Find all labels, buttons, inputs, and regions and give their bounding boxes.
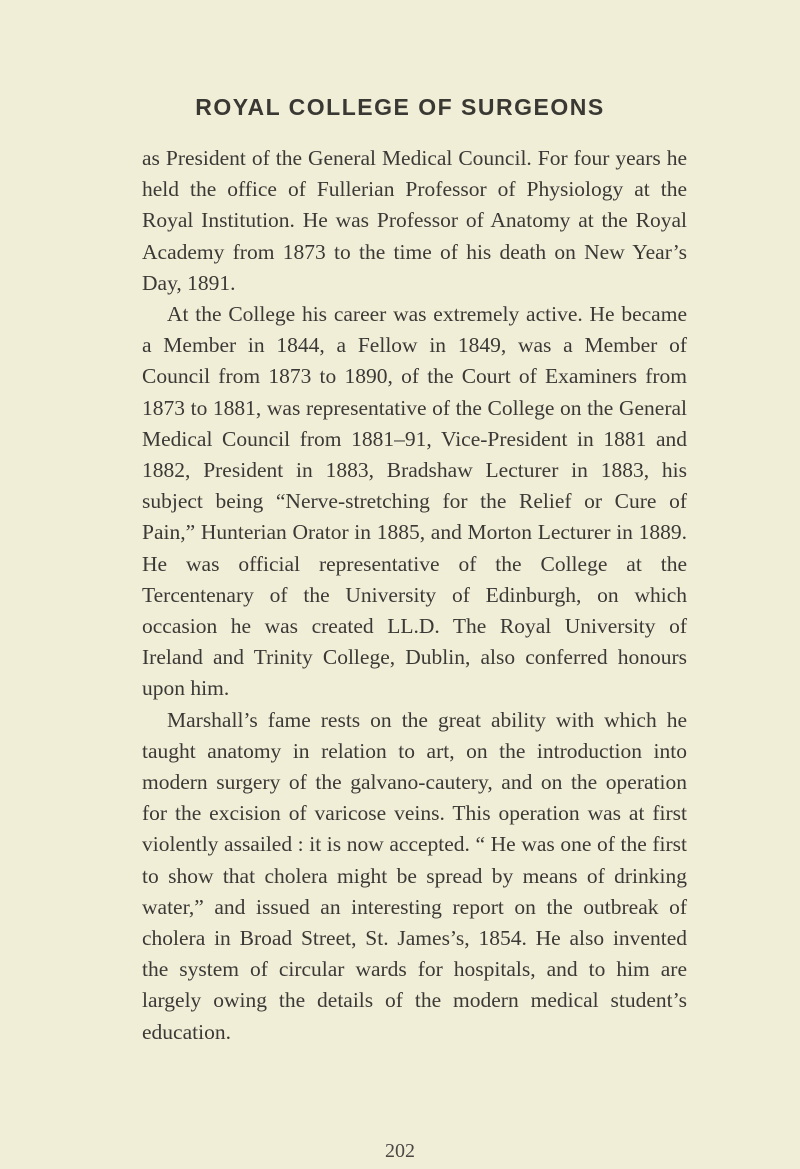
body-text <box>142 143 687 1048</box>
paragraph-continued: as President of the General Medical Council. For four years he held the office of Fullerian Professor of Physiology at the Royal Institution. He was Professor of Anatomy at the Royal Academy from 1873 to the time of his death on New Year’s Day, 1891. <box>142 146 687 295</box>
paragraph-college-career: At the College his career was extremely active. He became a Member in 1844, a Fellow in 1849, was a Member of Council from 1873 to 1890, of the Court of Examiners from 1873 to 1881, was representative of the College on the General Medical Council from 1881–91, Vice-President in 1881 and 1882, President in 1883, Bradshaw Lecturer in 1883, his subject being “Nerve-stretching for the Relief or Cure of Pain,” Hunterian Orator in 1885, and Morton Lecturer in 1889. He was official representative of the College at the Tercentenary of the University of Edinburgh, on which occasion he was created LL.D. The Royal University of Ireland and Trinity College, Dublin, also conferred honours upon him. <box>142 302 687 701</box>
page-number: 202 <box>385 1140 415 1162</box>
paragraph-marshall-fame: Marshall’s fame rests on the great ability with which he taught anatomy in relation to art, on the introduction into modern surgery of the galvano-cautery, and on the operation for the excision of varicose veins. This operation was at first violently assailed : it is now accepted. “ He was one of the first to show that cholera might be spread by means of drinking water,” and issued an interesting report on the outbreak of cholera in Broad Street, St. James’s, 1854. He also invented the system of circular wards for hospitals, and to him are largely owing the details of the modern medical student’s education. <box>142 707 687 1044</box>
running-head: ROYAL COLLEGE OF SURGEONS <box>195 94 605 120</box>
